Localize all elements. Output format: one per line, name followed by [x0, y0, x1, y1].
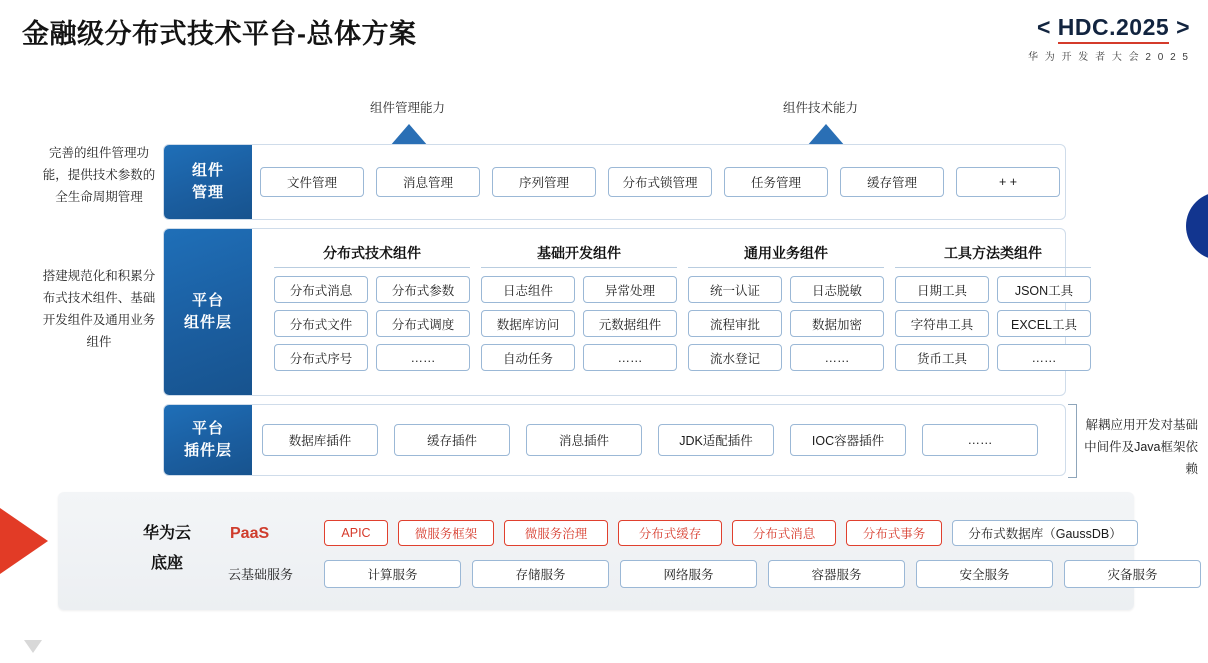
band-platform-component-layer	[163, 228, 1077, 396]
paas-label: PaaS	[230, 525, 270, 542]
chip-more[interactable]: ……	[583, 344, 677, 371]
chip-json-tool[interactable]: JSON工具	[997, 276, 1091, 303]
chip-auto-task[interactable]: 自动任务	[481, 344, 575, 371]
page-title: 金融级分布式技术平台-总体方案	[22, 19, 417, 49]
chip-container-service[interactable]: 容器服务	[768, 560, 905, 588]
chip-ioc-container-plugin[interactable]: IOC容器插件	[790, 424, 906, 456]
blue-arc-decor	[1186, 192, 1208, 260]
chip-microservice-framework[interactable]: 微服务框架	[398, 520, 494, 546]
hdc-logo-main	[1028, 14, 1190, 44]
band-platform-plugin-layer-head	[164, 405, 252, 475]
chip-distributed-cache[interactable]: 分布式缓存	[618, 520, 722, 546]
group-tool-method-components	[895, 239, 1091, 371]
left-note-component-management: 完善的组件管理功能，提供技术参数的全生命周期管理	[42, 146, 156, 204]
chip-message-plugin[interactable]: 消息插件	[526, 424, 642, 456]
chip-network-service[interactable]: 网络服务	[620, 560, 757, 588]
chip-process-approval[interactable]: 流程审批	[688, 310, 782, 337]
chip-more[interactable]: + +	[956, 167, 1060, 197]
base-title-line2: 底座	[150, 555, 183, 572]
chip-distributed-parameter[interactable]: 分布式参数	[376, 276, 470, 303]
hdc-logo-text: HDC.2025	[1058, 14, 1169, 44]
hdc-logo-subtitle: 华 为 开 发 者 大 会 2 0 2 5	[1027, 52, 1190, 63]
group-title: 分布式技术组件	[274, 239, 470, 268]
hdc-logo-left-bracket: <	[1036, 14, 1051, 40]
chip-exception-handling[interactable]: 异常处理	[583, 276, 677, 303]
chip-message-management[interactable]: 消息管理	[376, 167, 480, 197]
chip-metadata-component[interactable]: 元数据组件	[583, 310, 677, 337]
chip-compute-service[interactable]: 计算服务	[324, 560, 461, 588]
chip-cache-plugin[interactable]: 缓存插件	[394, 424, 510, 456]
chip-distributed-message[interactable]: 分布式消息	[732, 520, 836, 546]
chip-log-component[interactable]: 日志组件	[481, 276, 575, 303]
chip-more[interactable]: ……	[376, 344, 470, 371]
huawei-cloud-base-panel	[58, 492, 1158, 610]
chip-database-plugin[interactable]: 数据库插件	[262, 424, 378, 456]
group-title: 通用业务组件	[688, 239, 884, 268]
chip-distributed-file[interactable]: 分布式文件	[274, 310, 368, 337]
chip-distributed-transaction[interactable]: 分布式事务	[846, 520, 942, 546]
chip-date-tool[interactable]: 日期工具	[895, 276, 989, 303]
right-note-plugin-layer: 解耦应用开发对基础中间件及Java框架依赖	[1084, 418, 1198, 476]
chip-distributed-scheduling[interactable]: 分布式调度	[376, 310, 470, 337]
chip-storage-service[interactable]: 存储服务	[472, 560, 609, 588]
band-head-line2: 组件层	[183, 314, 232, 331]
chip-more[interactable]: ……	[997, 344, 1091, 371]
chip-log-desensitization[interactable]: 日志脱敏	[790, 276, 884, 303]
band-component-management	[163, 144, 1066, 220]
band-head-line1: 平台	[191, 420, 224, 437]
group-common-business-components	[688, 239, 884, 371]
chip-distributed-message[interactable]: 分布式消息	[274, 276, 368, 303]
chip-sequence-management[interactable]: 序列管理	[492, 167, 596, 197]
chip-more[interactable]: ……	[790, 344, 884, 371]
chip-distributed-database-gaussdb[interactable]: 分布式数据库（GaussDB）	[952, 520, 1138, 546]
chip-distributed-lock-management[interactable]: 分布式锁管理	[608, 167, 712, 197]
plugin-layer-items	[262, 424, 1038, 456]
group-distributed-tech-components	[274, 239, 470, 371]
chip-distributed-serial-number[interactable]: 分布式序号	[274, 344, 368, 371]
chip-disaster-recovery-service[interactable]: 灾备服务	[1064, 560, 1201, 588]
chip-jdk-adaptation-plugin[interactable]: JDK适配插件	[658, 424, 774, 456]
group-basic-development-components	[481, 239, 677, 371]
component-management-items	[260, 167, 1060, 197]
hdc-logo	[1028, 14, 1190, 63]
band-head-line2: 管理	[191, 184, 224, 201]
chip-database-access[interactable]: 数据库访问	[481, 310, 575, 337]
band-component-management-head	[164, 145, 252, 219]
band-platform-plugin-layer	[163, 404, 1066, 476]
chip-string-tool[interactable]: 字符串工具	[895, 310, 989, 337]
bottom-tick-decor	[24, 640, 42, 653]
band-platform-component-layer-head	[164, 229, 252, 395]
red-triangle-decor	[0, 508, 48, 574]
base-title-line1: 华为云	[142, 525, 191, 542]
plugin-layer-bracket	[1068, 404, 1077, 478]
chip-excel-tool[interactable]: EXCEL工具	[997, 310, 1091, 337]
chip-transaction-registration[interactable]: 流水登记	[688, 344, 782, 371]
chip-more[interactable]: ……	[922, 424, 1038, 456]
base-title	[124, 519, 210, 579]
left-note-platform-components: 搭建规范化和积累分布式技术组件、基础开发组件及通用业务组件	[42, 269, 156, 349]
top-label-component-management: 组件管理能力	[370, 101, 446, 115]
chip-task-management[interactable]: 任务管理	[724, 167, 828, 197]
chip-apic[interactable]: APIC	[324, 520, 388, 546]
chip-currency-tool[interactable]: 货币工具	[895, 344, 989, 371]
cloud-base-service-label: 云基础服务	[228, 567, 294, 582]
group-title: 基础开发组件	[481, 239, 677, 268]
paas-items	[324, 520, 1138, 546]
top-label-component-technology: 组件技术能力	[783, 101, 859, 115]
chip-security-service[interactable]: 安全服务	[916, 560, 1053, 588]
band-head-line1: 组件	[191, 162, 224, 179]
chip-data-encryption[interactable]: 数据加密	[790, 310, 884, 337]
chip-microservice-governance[interactable]: 微服务治理	[504, 520, 608, 546]
hdc-logo-right-bracket: >	[1176, 14, 1190, 40]
chip-cache-management[interactable]: 缓存管理	[840, 167, 944, 197]
chip-file-management[interactable]: 文件管理	[260, 167, 364, 197]
band-head-line1: 平台	[191, 292, 224, 309]
chip-unified-authentication[interactable]: 统一认证	[688, 276, 782, 303]
band-head-line2: 插件层	[183, 442, 232, 459]
group-title: 工具方法类组件	[895, 239, 1091, 268]
cloud-base-items	[324, 560, 1201, 588]
